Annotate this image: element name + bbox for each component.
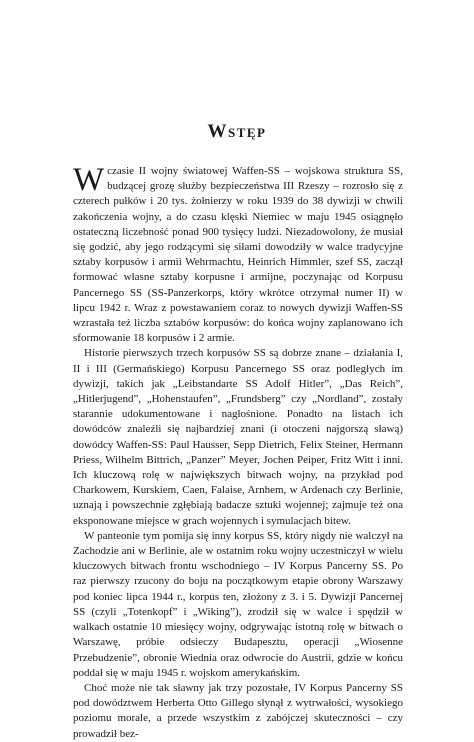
paragraph-1 <box>73 164 403 346</box>
body-text <box>73 164 403 742</box>
paragraph-2: Historie pierwszych trzech korpusów SS są dobrze znane – działania I, II i III (Germańskiego) Korpusu Pancernego SS oraz podległych im dywizji, takich jak „Leibstandarte SS Adolf Hitler”, „Das Reich”, „Hitlerjugend”, „Hohenstaufen”, „Frundsberg” czy „Nordland”, zostały starannie udokumentowane i nagłośnione. Ponadto na listach ich dowódców znaleźli się najbardziej znani (i otoczeni najgorszą sławą) dowódcy Waffen-SS: Paul Hausser, Sepp Dietrich, Felix Steiner, Hermann Priess, Wilhelm Bittrich, „Panzer” Meyer, Jochen Peiper, Fritz Witt i inni. Ich kluczową rolę w największych bitwach wojny, na przykład pod Charkowem, Kurskiem, Caen, Falaise, Arnhem, w Ardenach czy Berlinie, uznają i powszechnie zgłębiają badacze sztuki wojennej; zajmuje też ona eksponowane miejsce w grach wojennych i symulacjach bitew. <box>73 347 403 527</box>
paragraph-4: Choć może nie tak sławny jak trzy pozostałe, IV Korpus Pancerny SS pod dowództwem Herberta Otto Gillego słynął z wytrwałości, wysokiego poziomu morale, a przede wszystkim z zabójczej skuteczności – czy prowadził bez- <box>73 681 403 740</box>
paragraph-1-text: czasie II wojny światowej Waffen-SS – wojskowa struktura SS, budzącej grozę służby bezpieczeństwa III Rzeszy – rozrosło się z czterech pułków i 20 tys. żołnierzy w roku 1939 do 38 dywizji w chwili zakończenia wojny, a do czasu klęski Niemiec w maju 1945 osiągnęło ostateczną liczebność ponad 900 tysięcy ludzi. Niezadowolony, że musiał się godzić, aby jego rodzącymi się siłami dowodziły w walce tradycyjne sztaby korpusów i armii Wehrmachtu, Heinrich Himmler, szef SS, zaczął formować własne sztaby korpusne i armijne, poczynając od Korpusu Pancernego SS (SS-Panzerkorps, który wkrótce otrzymał numer II) w lipcu 1942 r. Wraz z powstawaniem coraz to nowych dywizji Waffen-SS wzrastała też liczba sztabów korpusów: do końca wojny zaplanowano ich sformowanie 18 korpusów i 2 armie. <box>73 165 403 345</box>
paragraph-3: W panteonie tym pomija się inny korpus SS, który nigdy nie walczył na Zachodzie ani w Berlinie, ale w ostatnim roku wojny uczestniczył w wielu kluczowych bitwach frontu wschodniego – IV Korpus Pancerny SS. Po raz pierwszy rzucony do boju na początkowym etapie obrony Warszawy pod koniec lipca 1944 r., korpus ten, złożony z 3. i 5. Dywizji Pancernej SS (czyli „Totenkopf” i „Wiking”), zrodził się w walce i spędził w walkach ostatnie 10 miesięcy wojny, odgrywając istotną rolę w bitwach o Warszawę, próbie odsieczy Budapesztu, operacji „Wiosenne Przebudzenie”, obronie Wiednia oraz odwrocie do Austrii, gdzie w końcu poddał się w maju 1945 r. wojskom amerykańskim. <box>73 529 403 679</box>
chapter-title: Wstęp <box>207 121 267 142</box>
drop-cap: W <box>73 162 105 198</box>
